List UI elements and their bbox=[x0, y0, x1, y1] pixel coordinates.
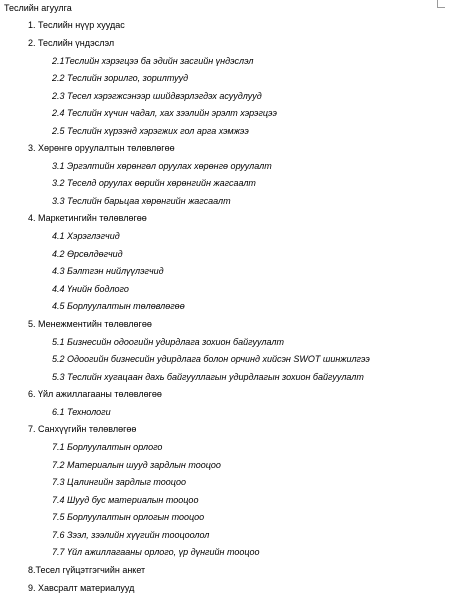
toc-subitem: 4.3 Бэлтгэн нийлүүлэгчид bbox=[52, 266, 164, 276]
toc-subitem: 4.1 Хэрэглэгчид bbox=[52, 231, 120, 241]
toc-subitem: 4.5 Борлуулалтын төлөвлөгөө bbox=[52, 301, 185, 311]
toc-subitem: 5.2 Одоогийн бизнесийн удирдлага болон орчинд хийсэн SWOT шинжилгээ bbox=[52, 354, 370, 364]
toc-subitem: 4.4 Үнийн бодлого bbox=[52, 284, 129, 294]
toc-subitem: 2.2 Теслийн зорилго, зорилтууд bbox=[52, 73, 189, 83]
toc-item: 8.Тесел гүйцэтгэгчийн анкет bbox=[28, 565, 146, 575]
toc-item: 7. Санхүүгийн төлөвлөгөө bbox=[28, 424, 137, 434]
toc-item: 6. Үйл ажиллагааны төлөвлөгөө bbox=[28, 389, 162, 399]
toc-subitem: 4.2 Өрсөлдөгчид bbox=[52, 249, 123, 259]
toc-subitem: 3.1 Эргэлтийн хөрөнгөл оруулах хөрөнгө оруулалт bbox=[52, 161, 272, 171]
toc-subitem: 7.2 Материалын шууд зардлын тооцоо bbox=[52, 460, 221, 470]
toc-subitem: 2.3 Тесел хэрэгжсэнээр шийдвэрлэгдэх асуудлууд bbox=[52, 91, 262, 101]
toc-item: 9. Хавсралт материалууд bbox=[28, 583, 135, 593]
page-corner-mark bbox=[437, 0, 445, 8]
toc-subitem: 7.7 Үйл ажиллагааны орлого, үр дүнгийн тооцоо bbox=[52, 547, 260, 557]
toc-subitem: 2.4 Теслийн хүчин чадал, хах зээлийн эрэлт хэрэгцээ bbox=[52, 108, 277, 118]
toc-subitem: 6.1 Технологи bbox=[52, 407, 111, 417]
toc-item: 5. Менежментийн төлөвлөгөө bbox=[28, 319, 152, 329]
toc-item: 1. Теслийн нүүр хуудас bbox=[28, 20, 125, 30]
toc-subitem: 7.5 Борлуулалтын орлогын тооцоо bbox=[52, 512, 205, 522]
document-heading: Теслийн агуулга bbox=[4, 3, 72, 13]
toc-subitem: 7.4 Шууд бус материалын тооцоо bbox=[52, 495, 199, 505]
toc-subitem: 2.1Теслийн хэрэгцээ ба эдийн засгийн үндэслэл bbox=[52, 56, 254, 66]
toc-subitem: 5.1 Бизнесийн одоогийн удирдлага зохион байгуулалт bbox=[52, 337, 284, 347]
toc-subitem: 7.3 Цалингийн зардлыг тооцоо bbox=[52, 477, 186, 487]
toc-subitem: 7.6 Зээл, зээлийн хүүгийн тооцоолол bbox=[52, 530, 210, 540]
toc-subitem: 2.5 Теслийн хүрээнд хэрэгжих гол арга хэмжээ bbox=[52, 126, 249, 136]
toc-subitem: 5.3 Теслийн хугацаан дахь байгууллагын удирдлагын зохион байгуулалт bbox=[52, 372, 364, 382]
toc-subitem: 7.1 Борлуулалтын орлого bbox=[52, 442, 163, 452]
toc-item: 4. Маркетингийн төлөвлөгөө bbox=[28, 213, 147, 223]
toc-item: 2. Теслийн үндэслэл bbox=[28, 38, 115, 48]
toc-subitem: 3.2 Теселд оруулах өөрийн хөрөнгийн жагсаалт bbox=[52, 178, 256, 188]
toc-item: 3. Хөрөнгө оруулалтын төлөвлөгөө bbox=[28, 143, 175, 153]
toc-subitem: 3.3 Теслийн барьцаа хөрөнгийн жагсаалт bbox=[52, 196, 231, 206]
